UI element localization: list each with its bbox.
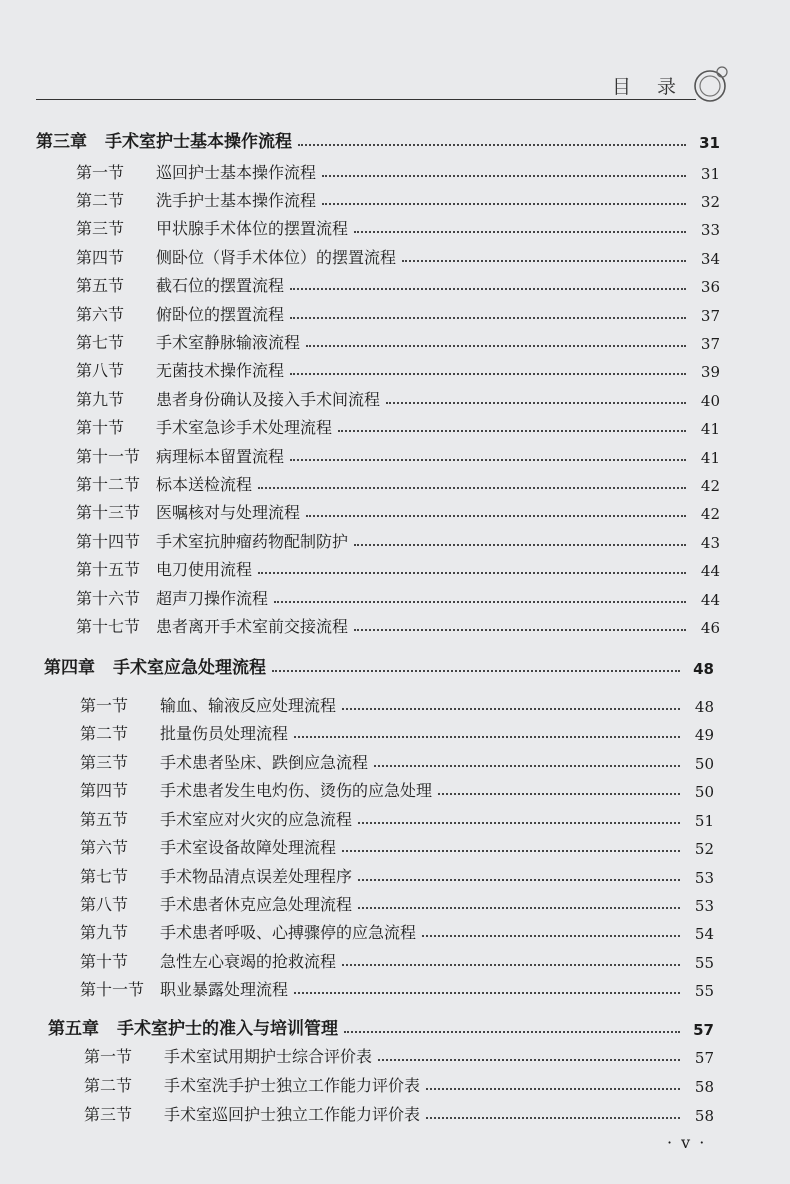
dot-leader: [426, 1088, 680, 1090]
toc-section-row: [84, 1041, 714, 1067]
toc-chapter-row: [48, 1013, 714, 1039]
toc-entry-number: 第四章: [44, 658, 95, 678]
toc-entry-number: 第五节: [76, 276, 125, 295]
toc-section-row: [80, 917, 714, 943]
toc-entry-title: 电刀使用流程: [156, 560, 253, 579]
toc-page-number: 57: [693, 1021, 714, 1039]
toc-section-row: [80, 946, 714, 972]
dot-leader: [272, 670, 680, 672]
toc-page-number: 43: [700, 534, 720, 552]
toc-entry-title: 手术室设备故障处理流程: [160, 838, 337, 857]
toc-entry-title: 输血、输液反应处理流程: [160, 696, 337, 715]
toc-section-row: [76, 583, 720, 609]
toc-entry-title: 急性左心衰竭的抢救流程: [160, 952, 337, 971]
toc-entry-title: 手术室应对火灾的应急流程: [160, 810, 353, 829]
toc-page-number: 49: [694, 726, 714, 744]
toc-page-number: 36: [700, 278, 720, 296]
toc-section-row: [80, 974, 714, 1000]
dot-leader: [290, 373, 686, 375]
toc-section-row: [76, 412, 720, 438]
toc-entry-number: 第十节: [76, 418, 125, 437]
toc-entry-number: 第八节: [76, 361, 125, 380]
toc-entry-number: 第四节: [76, 248, 125, 267]
toc-entry-title: 侧卧位（肾手术体位）的摆置流程: [156, 248, 397, 267]
toc-section-row: [80, 889, 714, 915]
toc-entry-title: 患者身份确认及接入手术间流程: [156, 390, 381, 409]
dot-leader: [258, 572, 686, 574]
toc-entry-number: 第三节: [80, 753, 129, 772]
toc-page-number: 53: [694, 869, 714, 887]
toc-page-number: 31: [700, 165, 720, 183]
toc-section-row: [76, 242, 720, 268]
toc-entry-title: 批量伤员处理流程: [160, 724, 289, 743]
toc-entry-title: 手术患者坠床、跌倒应急流程: [160, 753, 369, 772]
page-number: · v ·: [667, 1133, 707, 1152]
toc-page-number: 57: [694, 1049, 714, 1067]
toc-section-row: [76, 469, 720, 495]
toc-entry-title: 手术室洗手护士独立工作能力评价表: [164, 1076, 421, 1095]
toc-section-row: [76, 299, 720, 325]
toc-page-number: 34: [700, 250, 720, 268]
toc-page-number: 42: [700, 477, 720, 495]
dot-leader: [294, 736, 680, 738]
dot-leader: [342, 850, 680, 852]
toc-section-row: [80, 832, 714, 858]
toc-entry-number: 第三节: [76, 219, 125, 238]
toc-section-row: [76, 526, 720, 552]
toc-section-row: [80, 747, 714, 773]
toc-entry-title: 职业暴露处理流程: [160, 980, 289, 999]
toc-page-number: 32: [700, 193, 720, 211]
toc-section-row: [76, 554, 720, 580]
toc-entry-title: 病理标本留置流程: [156, 447, 285, 466]
toc-entry-number: 第五节: [80, 810, 129, 829]
dot-leader: [354, 544, 686, 546]
toc-page-number: 48: [693, 660, 714, 678]
toc-entry-title: 俯卧位的摆置流程: [156, 305, 285, 324]
toc-entry-number: 第十六节: [76, 589, 141, 608]
toc-entry-number: 第七节: [76, 333, 125, 352]
dot-leader: [274, 601, 686, 603]
dot-leader: [358, 879, 680, 881]
toc-page-number: 33: [700, 221, 720, 239]
toc-section-row: [84, 1070, 714, 1096]
toc-section-row: [84, 1099, 714, 1125]
toc-entry-number: 第十五节: [76, 560, 141, 579]
toc-entry-number: 第十一节: [76, 447, 141, 466]
toc-page-number: 50: [694, 783, 714, 801]
toc-chapter-row: [36, 126, 720, 152]
toc-page-number: 37: [700, 335, 720, 353]
toc-entry-number: 第十七节: [76, 617, 141, 636]
toc-entry-title: 手术室急诊手术处理流程: [156, 418, 333, 437]
toc-page-number: 31: [699, 134, 720, 152]
toc-entry-number: 第九节: [76, 390, 125, 409]
toc-page-number: 41: [700, 420, 720, 438]
toc-entry-number: 第八节: [80, 895, 129, 914]
dot-leader: [306, 515, 686, 517]
dot-leader: [344, 1031, 680, 1033]
dot-leader: [290, 317, 686, 319]
toc-entry-number: 第六节: [80, 838, 129, 857]
toc-entry-title: 患者离开手术室前交接流程: [156, 617, 349, 636]
toc-chapter-row: [44, 652, 714, 678]
dot-leader: [358, 907, 680, 909]
dot-leader: [338, 430, 686, 432]
toc-entry-number: 第一节: [76, 163, 125, 182]
toc-entry-title: 洗手护士基本操作流程: [156, 191, 317, 210]
toc-entry-title: 手术患者发生电灼伤、烫伤的应急处理: [160, 781, 433, 800]
dot-leader: [342, 964, 680, 966]
toc-entry-number: 第十四节: [76, 532, 141, 551]
toc-entry-title: 手术室静脉输液流程: [156, 333, 301, 352]
toc-entry-title: 医嘱核对与处理流程: [156, 503, 301, 522]
dot-leader: [306, 345, 686, 347]
toc-page-number: 44: [700, 591, 720, 609]
dot-leader: [322, 175, 686, 177]
toc-entry-title: 手术室护士基本操作流程: [105, 132, 292, 152]
dot-leader: [426, 1117, 680, 1119]
dot-leader: [438, 793, 680, 795]
toc-entry-number: 第一节: [84, 1047, 133, 1066]
toc-entry-title: 超声刀操作流程: [156, 589, 269, 608]
toc-entry-number: 第六节: [76, 305, 125, 324]
toc-page-number: 39: [700, 363, 720, 381]
dot-leader: [290, 459, 686, 461]
toc-section-row: [80, 861, 714, 887]
toc-page-number: 51: [694, 812, 714, 830]
toc-entry-number: 第三章: [36, 132, 87, 152]
toc-section-row: [76, 355, 720, 381]
toc-entry-number: 第一节: [80, 696, 129, 715]
toc-entry-title: 手术室护士的准入与培训管理: [117, 1019, 338, 1039]
toc-entry-number: 第十三节: [76, 503, 141, 522]
toc-section-row: [76, 270, 720, 296]
toc-entry-number: 第十一节: [80, 980, 145, 999]
toc-entry-number: 第四节: [80, 781, 129, 800]
toc-section-row: [76, 157, 720, 183]
toc-page-number: 53: [694, 897, 714, 915]
toc-entry-title: 手术患者呼吸、心搏骤停的应急流程: [160, 923, 417, 942]
toc-entry-number: 第二节: [76, 191, 125, 210]
dot-leader: [322, 203, 686, 205]
toc-section-row: [76, 185, 720, 211]
dot-leader: [290, 288, 686, 290]
dot-leader: [358, 822, 680, 824]
toc-entry-number: 第十节: [80, 952, 129, 971]
toc-page-number: 58: [694, 1078, 714, 1096]
dot-leader: [354, 231, 686, 233]
dot-leader: [342, 708, 680, 710]
toc-section-row: [76, 611, 720, 637]
toc-entry-number: 第九节: [80, 923, 129, 942]
toc-entry-number: 第二节: [84, 1076, 133, 1095]
toc-page-number: 46: [700, 619, 720, 637]
toc-section-row: [80, 718, 714, 744]
toc-page-number: 58: [694, 1107, 714, 1125]
dot-leader: [354, 629, 686, 631]
toc-section-row: [76, 384, 720, 410]
toc-page-number: 42: [700, 505, 720, 523]
toc-entry-title: 截石位的摆置流程: [156, 276, 285, 295]
toc-entry-number: 第十二节: [76, 475, 141, 494]
toc-entry-number: 第五章: [48, 1019, 99, 1039]
toc-page-number: 50: [694, 755, 714, 773]
dot-leader: [378, 1059, 680, 1061]
dot-leader: [294, 992, 680, 994]
toc-entry-title: 手术室试用期护士综合评价表: [164, 1047, 373, 1066]
dot-leader: [386, 402, 686, 404]
toc-section-row: [76, 441, 720, 467]
dot-leader: [402, 260, 686, 262]
toc-page-number: 54: [694, 925, 714, 943]
toc-entry-title: 手术室巡回护士独立工作能力评价表: [164, 1105, 421, 1124]
toc-page-number: 44: [700, 562, 720, 580]
toc-entry-title: 手术物品清点误差处理程序: [160, 867, 353, 886]
toc-page-number: 55: [694, 982, 714, 1000]
dot-leader: [258, 487, 686, 489]
dot-leader: [298, 144, 686, 146]
toc-page-number: 48: [694, 698, 714, 716]
toc-section-row: [80, 804, 714, 830]
dot-leader: [422, 935, 680, 937]
toc-section-row: [76, 213, 720, 239]
toc-entry-title: 手术室应急处理流程: [113, 658, 266, 678]
toc-entry-number: 第七节: [80, 867, 129, 886]
toc-entry-title: 手术患者休克应急处理流程: [160, 895, 353, 914]
toc-page-number: 41: [700, 449, 720, 467]
toc-entry-number: 第三节: [84, 1105, 133, 1124]
dot-leader: [374, 765, 680, 767]
toc-entry-number: 第二节: [80, 724, 129, 743]
toc-section-row: [76, 497, 720, 523]
toc-page-number: 55: [694, 954, 714, 972]
toc-entry-title: 标本送检流程: [156, 475, 253, 494]
toc-entry-title: 甲状腺手术体位的摆置流程: [156, 219, 349, 238]
toc-section-row: [80, 690, 714, 716]
toc-section-row: [80, 775, 714, 801]
toc-entry-title: 巡回护士基本操作流程: [156, 163, 317, 182]
toc-section-row: [76, 327, 720, 353]
toc-page-number: 52: [694, 840, 714, 858]
toc-entry-title: 无菌技术操作流程: [156, 361, 285, 380]
toc-page-number: 40: [700, 392, 720, 410]
toc-page-number: 37: [700, 307, 720, 325]
header-title: 目 录: [612, 76, 687, 98]
toc-entry-title: 手术室抗肿瘤药物配制防护: [156, 532, 349, 551]
